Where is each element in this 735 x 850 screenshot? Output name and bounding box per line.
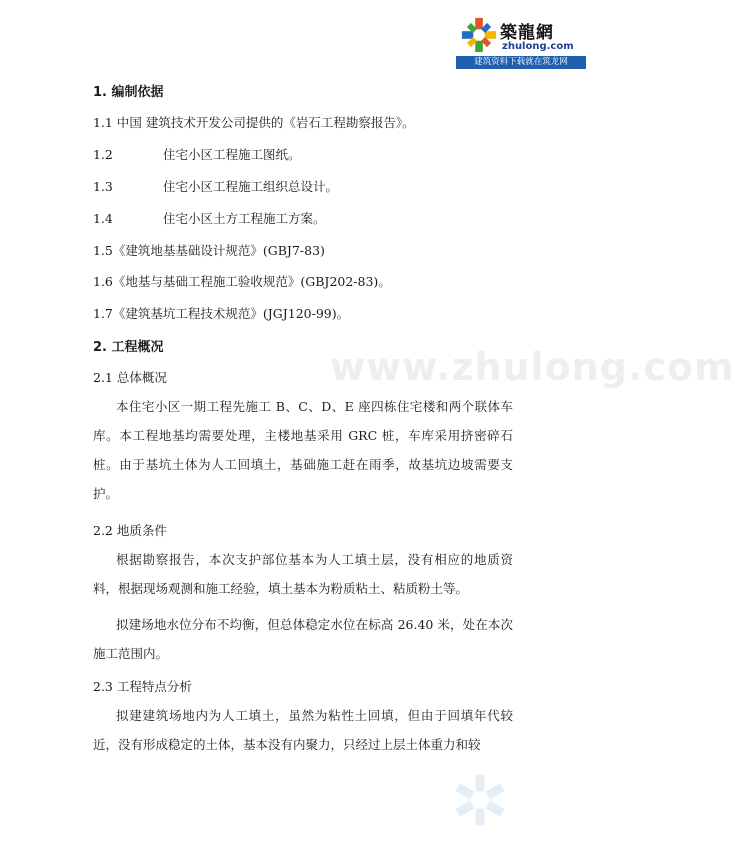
basis-item-1-7: 1.7《建筑基坑工程技术规范》(JGJ120-99)。 — [93, 306, 350, 321]
logo-url: zhulong.com — [502, 41, 574, 52]
section-1-heading: 1. 编制依据 — [93, 85, 164, 100]
subsection-2-3-heading: 2.3 工程特点分析 — [93, 679, 192, 694]
snowflake-logo-icon — [460, 16, 498, 54]
section-2-heading: 2. 工程概况 — [93, 340, 164, 355]
item-number: 1.3 — [93, 179, 113, 194]
item-number: 1.2 — [93, 147, 113, 162]
characteristics-paragraph: 拟建建筑场地内为人工填土，虽然为粘性土回填，但由于回填年代较近，没有形成稳定的土体，基本没有内聚力，只经过上层土体重力和较 — [93, 708, 513, 752]
basis-item-1-1: 1.1 中国 建筑技术开发公司提供的《岩石工程勘察报告》。 — [93, 115, 415, 130]
subsection-2-2-heading: 2.2 地质条件 — [93, 523, 167, 538]
basis-item-1-3 — [93, 177, 338, 195]
geology-paragraph-1: 根据勘察报告，本次支护部位基本为人工填土层，没有相应的地质资料，根据现场观测和施工经验，填土基本为粉质粘土、粘质粉土等。 — [93, 552, 513, 596]
zhulong-logo — [456, 14, 586, 68]
basis-item-1-6: 1.6《地基与基础工程施工验收规范》(GBJ202-83)。 — [93, 274, 391, 289]
logo-name: 築龍網 — [500, 23, 554, 43]
item-text: 住宅小区工程施工组织总设计。 — [163, 179, 339, 194]
geology-paragraph-2: 拟建场地水位分布不均衡，但总体稳定水位在标高 26.40 米，处在本次施工范围内。 — [93, 617, 513, 661]
item-number: 1.4 — [93, 211, 113, 226]
basis-item-1-2 — [93, 145, 301, 163]
overview-paragraph: 本住宅小区一期工程先施工 B、C、D、E 座四栋住宅楼和两个联体车库。本工程地基均需要处理，主楼地基采用 GRC 桩，车库采用挤密碎石桩。由于基坑土体为人工回填土，基础施工赶在雨季，故基坑边坡需要支护。 — [93, 399, 513, 501]
watermark-text: www.zhulong.com — [330, 345, 735, 389]
item-text: 住宅小区工程施工图纸。 — [163, 147, 301, 162]
subsection-2-1-heading: 2.1 总体概况 — [93, 370, 167, 385]
watermark-snowflake-icon — [450, 770, 510, 830]
logo-tagline: 建筑资料下载就在筑龙网 — [456, 56, 586, 69]
basis-item-1-4 — [93, 209, 326, 227]
basis-item-1-5: 1.5《建筑地基基础设计规范》(GBJ7-83) — [93, 243, 325, 258]
item-text: 住宅小区土方工程施工方案。 — [163, 211, 326, 226]
